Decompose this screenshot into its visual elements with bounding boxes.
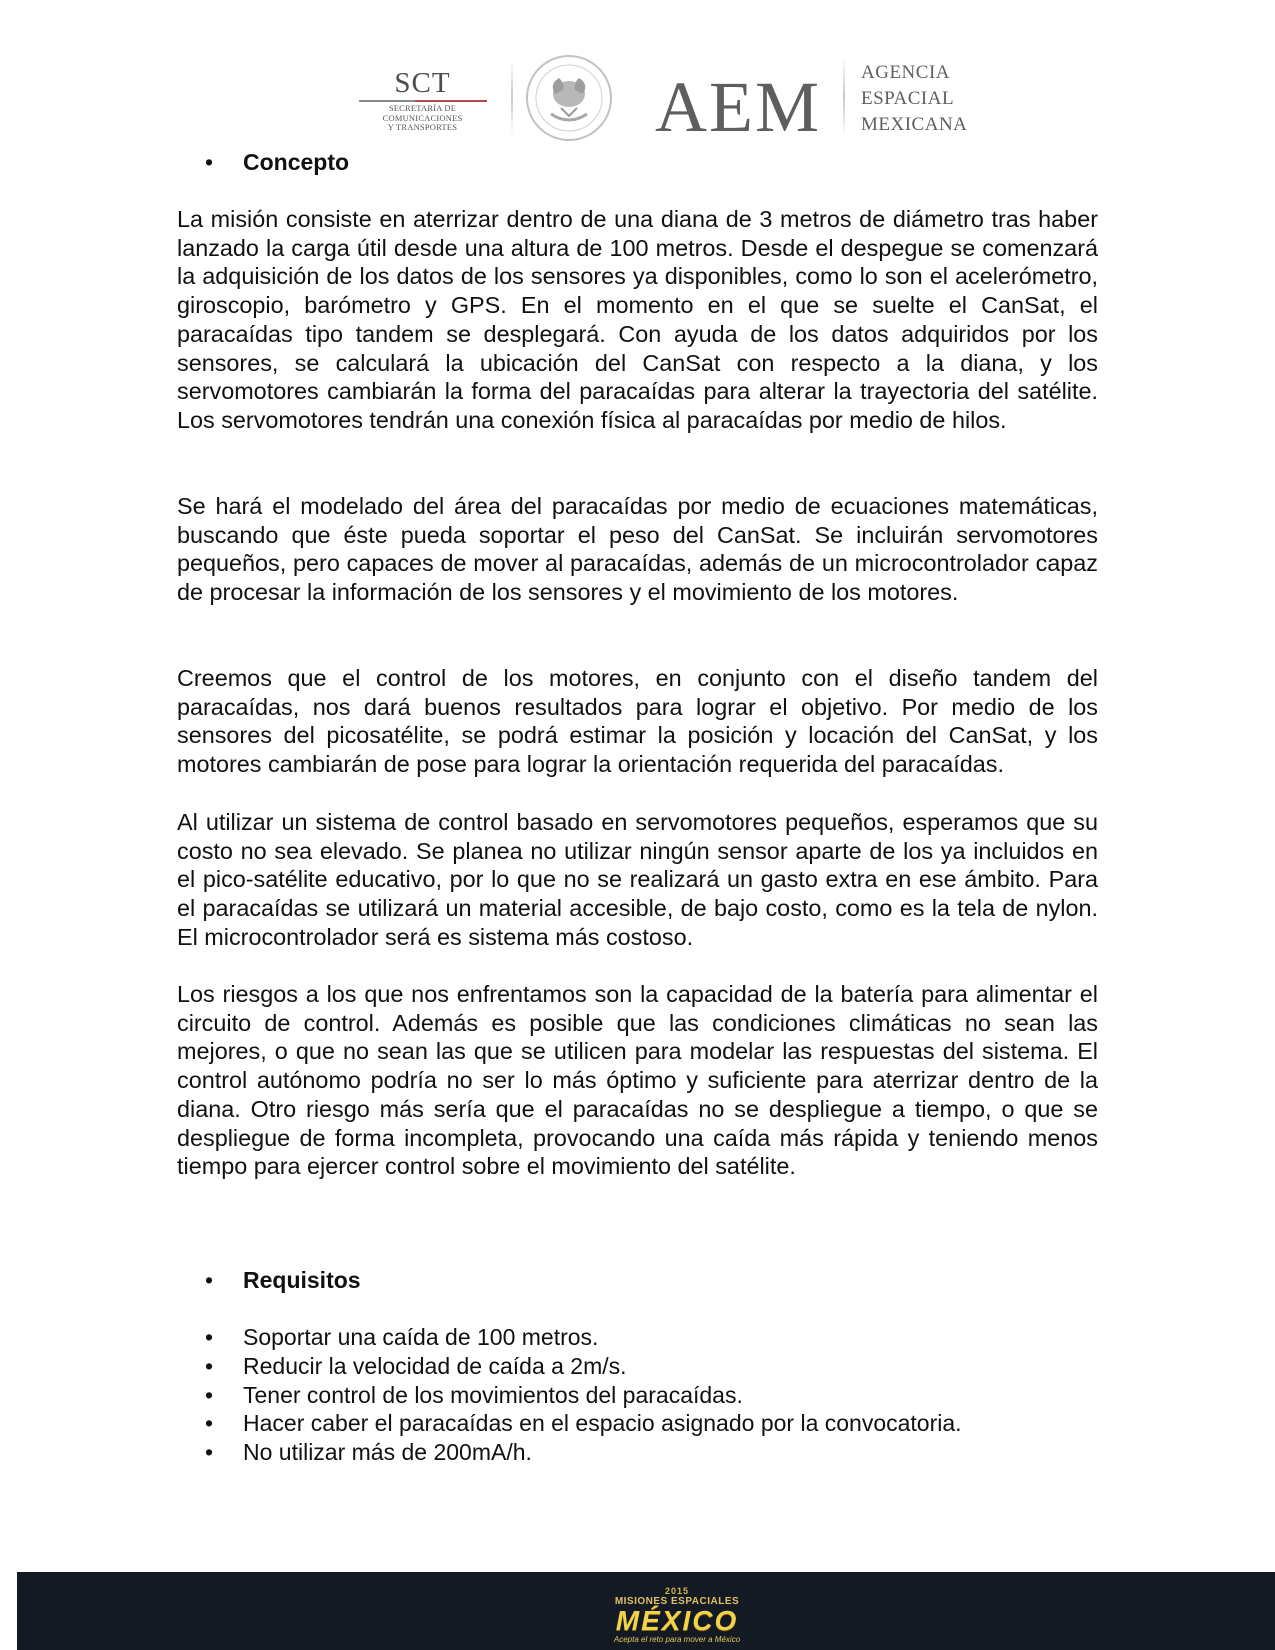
- heading-text: Requisitos: [243, 1267, 361, 1293]
- footer-year: 2015: [664, 1586, 690, 1596]
- paragraph: Se hará el modelado del área del paracaídas por medio de ecuaciones matemáticas, buscando que éste pueda soportar el peso del CanSat. Se incluirán servomotores pequeños, pero capaces de mover al paracaídas, además de un microcontrolador capaz de procesar la información de los sensores y el movimiento de los motores.: [177, 493, 1098, 606]
- heading-text: Concepto: [243, 149, 350, 175]
- list-item-text: Hacer caber el paracaídas en el espacio asignado por la convocatoria.: [243, 1410, 962, 1437]
- mexican-coat-of-arms-seal-icon: [525, 54, 613, 142]
- sct-line-3: Y TRANSPORTES: [387, 122, 458, 132]
- section-heading-requisitos: [205, 1266, 361, 1294]
- aem-line-1: AGENCIA: [861, 62, 950, 83]
- list-item: [205, 1409, 962, 1438]
- logo-separator: [511, 60, 513, 136]
- sct-logo: [355, 68, 490, 138]
- page-header: [355, 52, 975, 147]
- aem-full-name: [861, 60, 967, 138]
- misiones-espaciales-logo: [587, 1586, 767, 1650]
- aem-line-2: ESPACIAL: [861, 88, 955, 109]
- footer-main-word: MÉXICO: [615, 1605, 739, 1636]
- paragraph: Los riesgos a los que nos enfrentamos son la capacidad de la batería para alimentar el circuito de control. Además es posible que las condiciones climáticas no sean las mejores, o que no sean las que se utilicen para modelar las respuestas del sistema. El control autónomo podría no ser lo más óptimo y suficiente para aterrizar dentro de la diana. Otro riesgo más sería que el paracaídas no se despliegue a tiempo, o que se despliegue de forma incompleta, provocando una caída más rápida y teniendo menos tiempo para ejercer control sobre el movimiento del satélite.: [177, 981, 1098, 1180]
- paragraph: Al utilizar un sistema de control basado en servomotores pequeños, esperamos que su costo no sea elevado. Se planea no utilizar ningún sensor aparte de los ya incluidos en el pico-satélite educativo, por lo que no se realizará un gasto extra en ese ámbito. Para el paracaídas se utilizará un material accesible, de bajo costo, como es la tela de nylon. El microcontrolador será es sistema más costoso.: [177, 809, 1098, 950]
- list-item-text: No utilizar más de 200mA/h.: [243, 1439, 532, 1466]
- bullet: •: [205, 1352, 214, 1379]
- paragraph: La misión consiste en aterrizar dentro de una diana de 3 metros de diámetro tras haber lanzado la carga útil desde una altura de 100 metros. Desde el despegue se comenzará la adquisición de los datos de los sensores ya disponibles, como lo son el acelerómetro, giroscopio, barómetro y GPS. En el momento en el que se suelte el CanSat, el paracaídas tipo tandem se desplegará. Con ayuda de los datos adquiridos por los sensores, se calculará la ubicación del CanSat con respecto a la diana, y los servomotores cambiarán la forma del paracaídas para alterar la trayectoria del satélite. Los servomotores tendrán una conexión física al paracaídas por medio de hilos.: [177, 206, 1098, 433]
- sct-line-1: SECRETARÍA DE: [388, 103, 457, 113]
- logo-separator: [843, 56, 845, 138]
- bullet: •: [205, 1267, 214, 1293]
- bullet: •: [205, 1410, 214, 1437]
- sct-subtitle: [355, 104, 490, 133]
- footer-tagline: Acepta el reto para mover a México: [613, 1635, 741, 1644]
- list-item: [205, 1352, 962, 1381]
- aem-line-3: MEXICANA: [861, 114, 968, 135]
- section-heading-concepto: [205, 148, 349, 176]
- aem-logo: AEM: [655, 67, 821, 147]
- bullet: •: [205, 1381, 214, 1408]
- bullet: •: [205, 149, 214, 175]
- list-item: [205, 1381, 962, 1410]
- paragraph: Creemos que el control de los motores, en conjunto con el diseño tandem del paracaídas, nos dará buenos resultados para lograr el objetivo. Por medio de los sensores del picosatélite, se podrá estimar la posición y locación del CanSat, y los motores cambiarán de pose para lograr la orientación requerida del paracaídas.: [177, 665, 1098, 778]
- page-footer: [17, 1572, 1275, 1650]
- bullet: •: [205, 1324, 214, 1350]
- list-item: [205, 1438, 962, 1467]
- list-item: [205, 1323, 962, 1352]
- requirements-list: [205, 1323, 962, 1467]
- list-item-text: Reducir la velocidad de caída a 2m/s.: [243, 1352, 627, 1379]
- list-item-text: Soportar una caída de 100 metros.: [243, 1324, 599, 1350]
- footer-title: MISIONES ESPACIALES: [614, 1596, 740, 1607]
- sct-rule-accent: [415, 100, 487, 102]
- bullet: •: [205, 1439, 214, 1466]
- sct-line-2: COMUNICACIONES: [382, 112, 463, 123]
- list-item-text: Tener control de los movimientos del paracaídas.: [243, 1381, 743, 1408]
- sct-abbr: SCT: [394, 67, 451, 99]
